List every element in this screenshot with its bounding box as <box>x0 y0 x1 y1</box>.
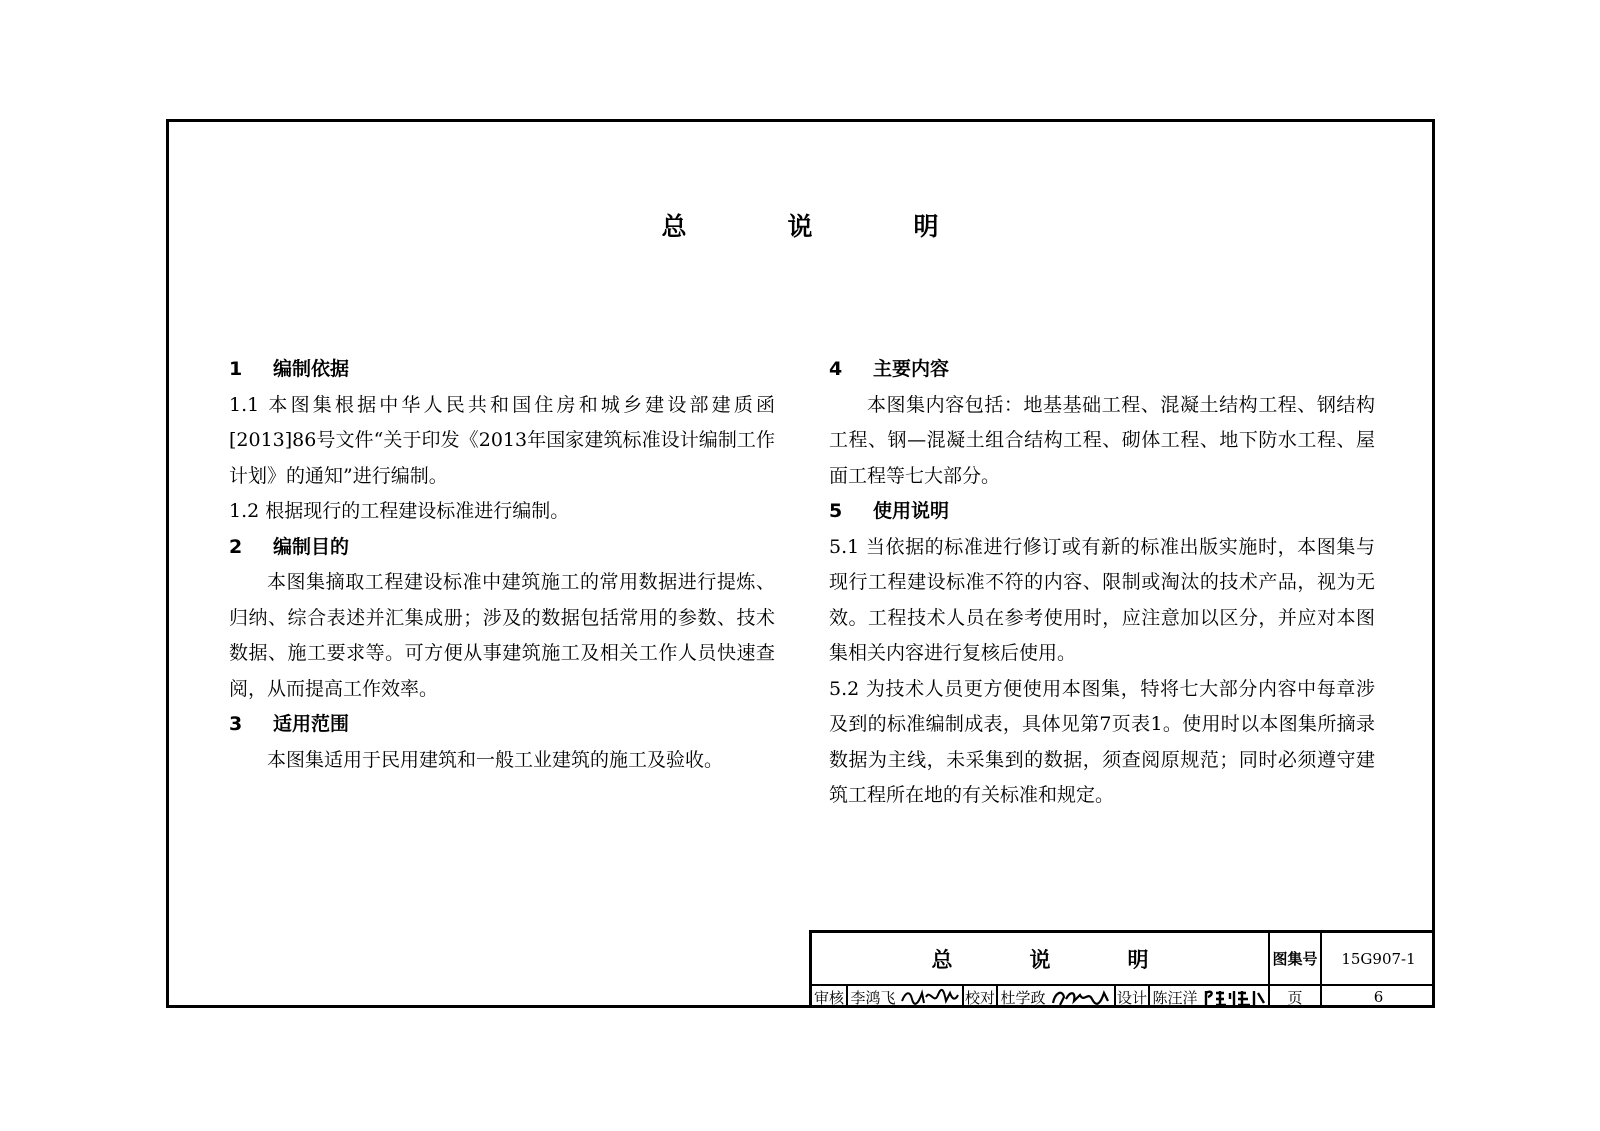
check-label: 校对 <box>964 988 995 1007</box>
section-number: 2 <box>229 535 243 558</box>
title-block-signature-row <box>812 986 1435 1008</box>
body-paragraph: 本图集摘取工程建设标准中建筑施工的常用数据进行提炼、归纳、综合表述并汇集成册；涉及的数据包括常用的参数、技术数据、施工要求等。可方便从事建筑施工及相关工作人员快速查阅，从而提高工作效率。 <box>229 571 775 700</box>
atlas-number-label: 图集号 <box>1272 950 1318 968</box>
section-title: 使用说明 <box>873 500 950 522</box>
title-block-top-row <box>812 933 1435 986</box>
review-label: 审核 <box>813 988 844 1007</box>
reviewer-name: 李鸿飞 <box>850 988 896 1007</box>
section-title: 主要内容 <box>873 358 950 380</box>
title-block-title: 总 说 明 <box>931 947 1177 972</box>
left-column <box>229 352 775 778</box>
designer-signature <box>1202 987 1266 1007</box>
section-title: 编制目的 <box>273 535 350 558</box>
section-heading <box>829 494 1375 530</box>
reviewer-signature <box>900 987 960 1007</box>
atlas-number: 15G907-1 <box>1341 949 1416 968</box>
page-number: 6 <box>1373 988 1384 1006</box>
design-label: 设计 <box>1116 988 1147 1007</box>
section-title: 编制依据 <box>273 358 350 380</box>
section-heading <box>829 352 1375 388</box>
body-paragraph: 1.1 本图集根据中华人民共和国住房和城乡建设部建质函[2013]86号文件“关于印发《2013年国家建筑标准设计编制工作计划》的通知”进行编制。 <box>229 393 775 487</box>
title-block <box>809 930 1435 1008</box>
page-label: 页 <box>1287 988 1303 1007</box>
section-number: 1 <box>229 358 243 380</box>
page-title: 总 说 明 <box>661 212 977 241</box>
right-column <box>829 352 1375 814</box>
body-paragraph: 1.2 根据现行的工程建设标准进行编制。 <box>229 500 570 522</box>
section-number: 4 <box>829 358 843 380</box>
section-heading <box>229 707 775 743</box>
designer-name: 陈汪洋 <box>1152 988 1198 1007</box>
checker-name: 杜学政 <box>1000 988 1046 1007</box>
body-paragraph: 本图集内容包括：地基基础工程、混凝土结构工程、钢结构工程、钢—混凝土组合结构工程、砌体工程、地下防水工程、屋面工程等七大部分。 <box>829 393 1375 487</box>
section-heading <box>229 530 775 566</box>
checker-signature <box>1050 987 1112 1007</box>
section-number: 5 <box>829 500 843 522</box>
body-paragraph: 5.1 当依据的标准进行修订或有新的标准出版实施时，本图集与现行工程建设标准不符的内容、限制或淘汰的技术产品，视为无效。工程技术人员在参考使用时，应注意加以区分，并应对本图集相关内容进行复核后使用。 <box>829 535 1375 664</box>
body-paragraph: 本图集适用于民用建筑和一般工业建筑的施工及验收。 <box>267 748 724 771</box>
section-number: 3 <box>229 713 243 735</box>
body-paragraph: 5.2 为技术人员更方便使用本图集，特将七大部分内容中每章涉及到的标准编制成表，具体见第7页表1。使用时以本图集所摘录数据为主线，未采集到的数据，须查阅原规范；同时必须遵守建筑工程所在地的有关标准和规定。 <box>829 677 1375 806</box>
section-heading <box>229 352 775 388</box>
section-title: 适用范围 <box>273 713 350 735</box>
